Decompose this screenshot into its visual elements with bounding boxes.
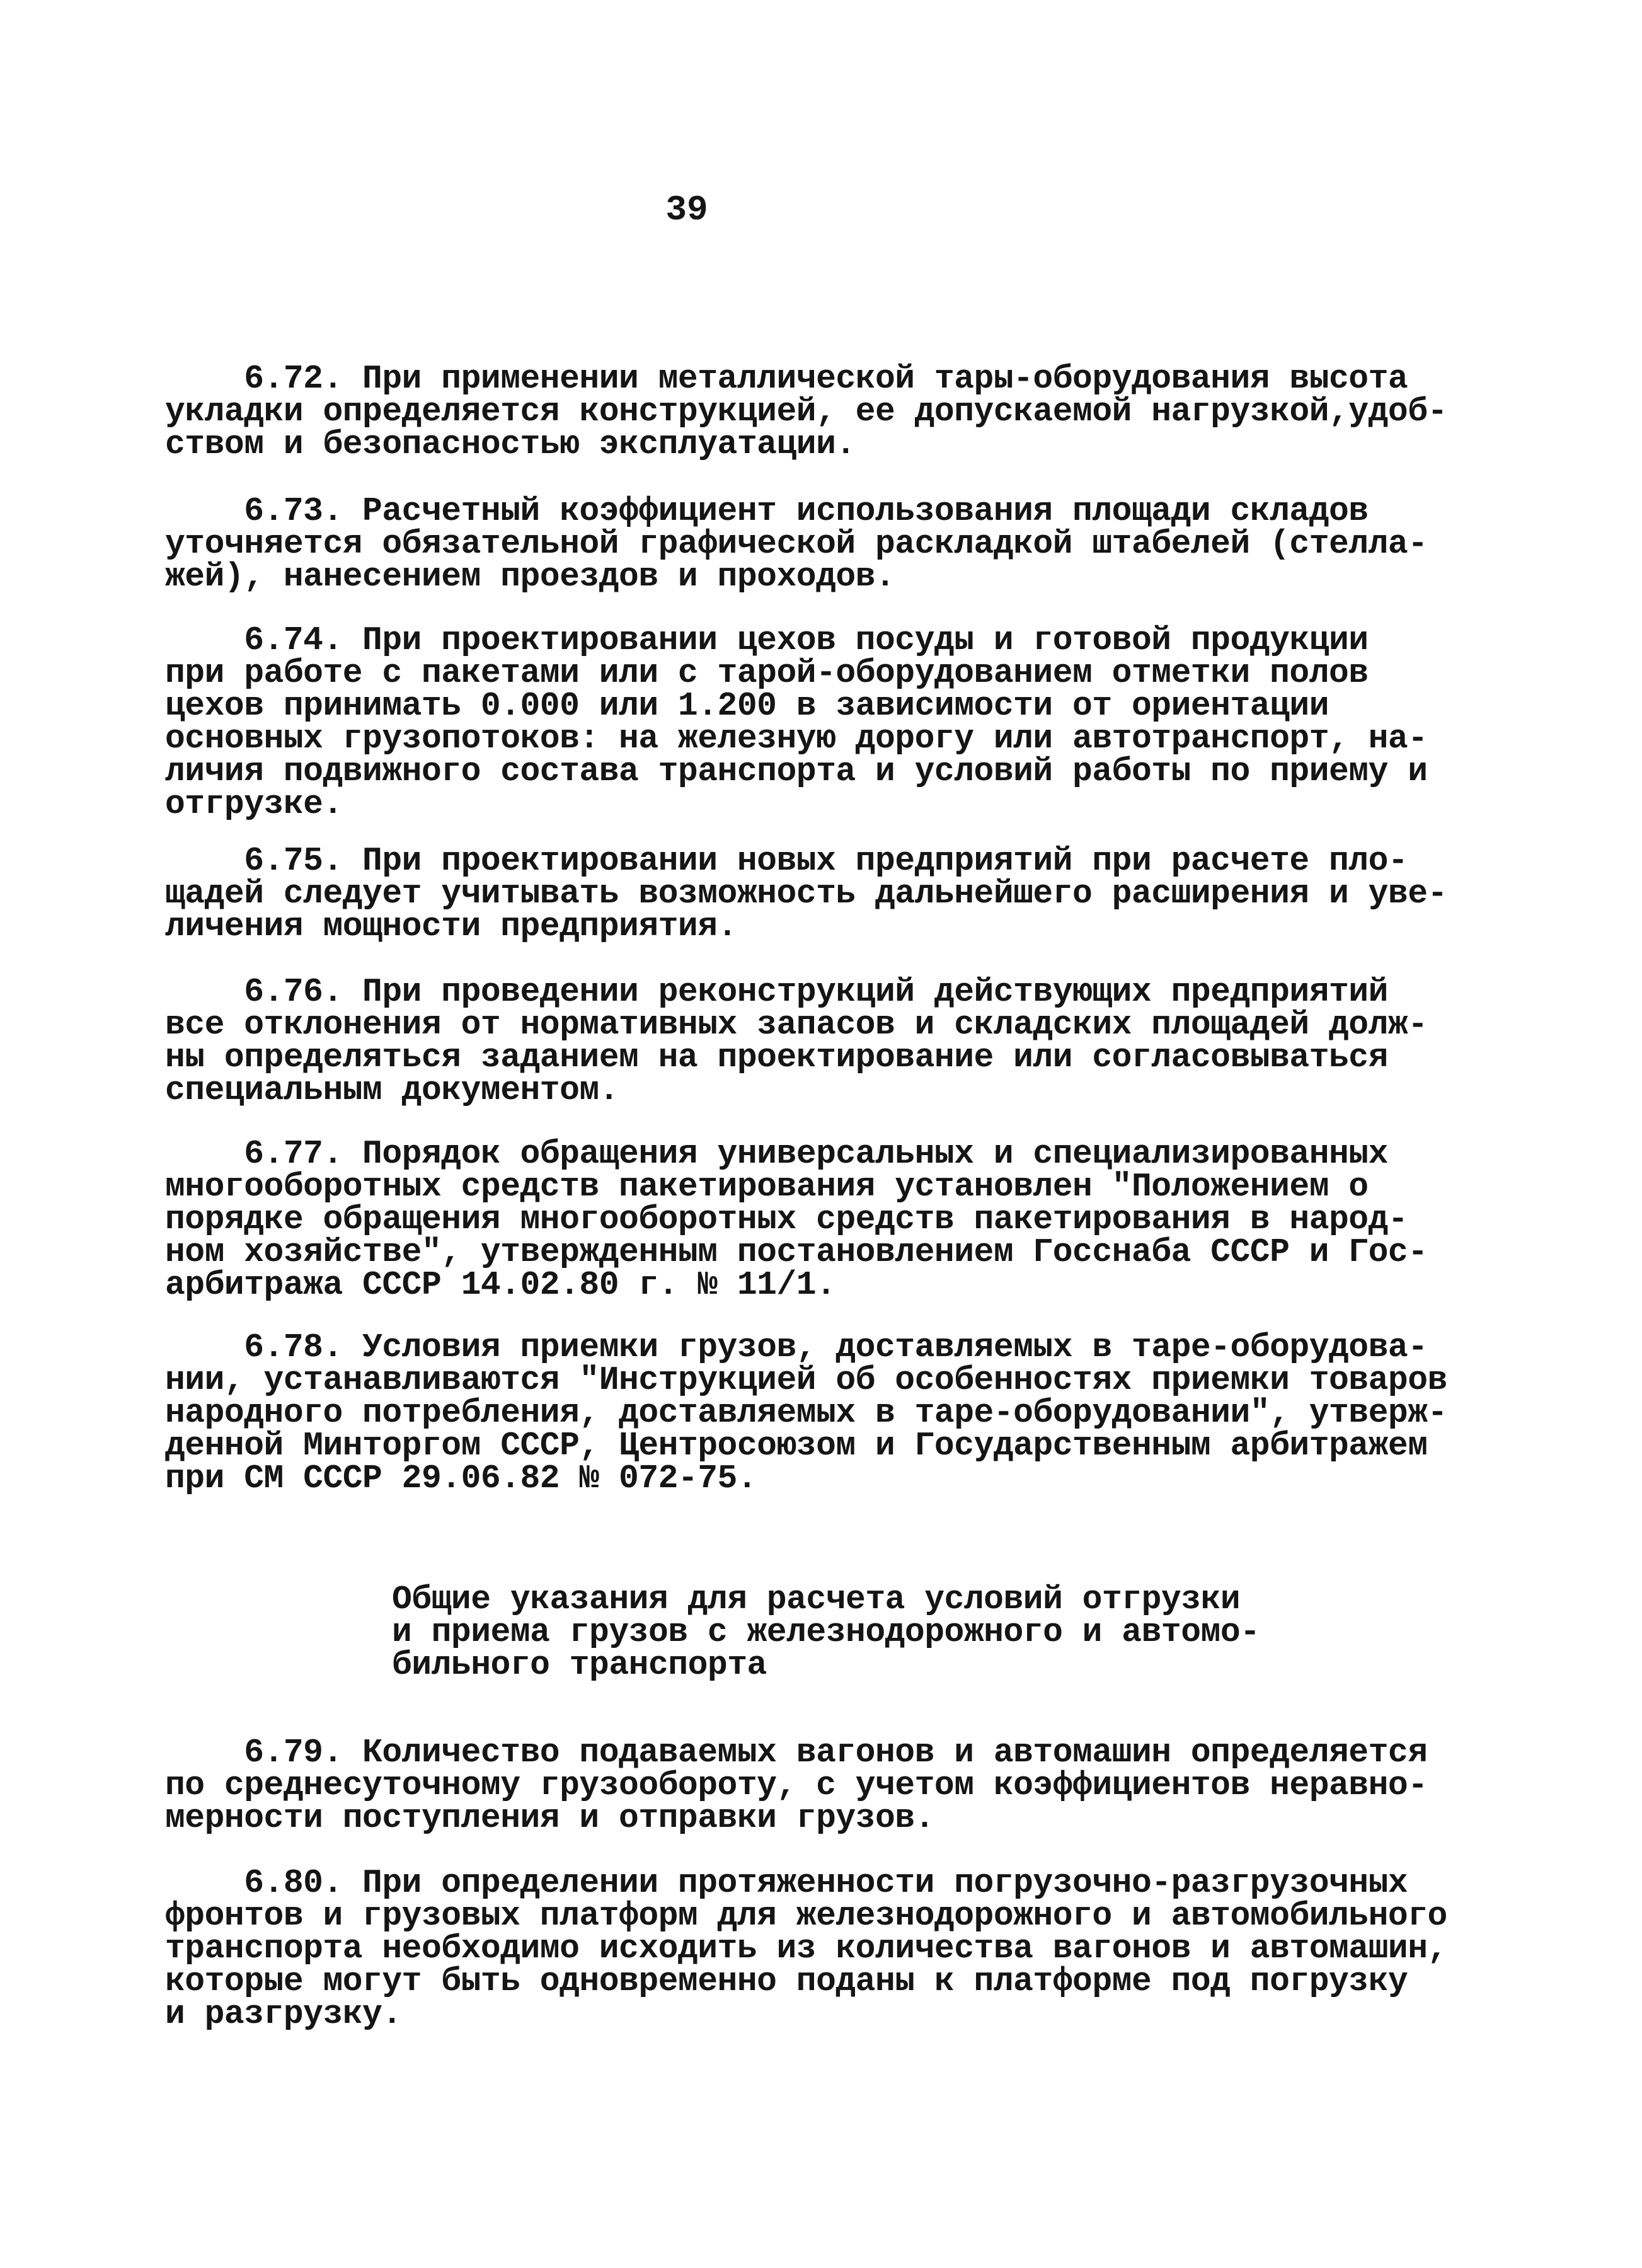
text-line: транспорта необходимо исходить из количества вагонов и автомашин,	[165, 1930, 1447, 1967]
text-line: порядке обращения многооборотных средств пакетирования в народ-	[165, 1200, 1408, 1238]
text-line: жей), нанесением проездов и проходов.	[165, 558, 895, 596]
paragraph-6-74	[165, 621, 1457, 823]
paragraph-6-75	[165, 844, 1457, 943]
page-number: 39	[665, 190, 708, 230]
text-line: ны определяться заданием на проектирование или согласовываться	[165, 1039, 1388, 1076]
text-line: 6.73. Расчетный коэффициент использования площади складов	[165, 492, 1369, 530]
text-line: ном хозяйстве", утвержденным постановлением Госснаба СССР и Гос-	[165, 1233, 1428, 1271]
text-line: по среднесуточному грузообороту, с учетом коэффициентов неравно-	[165, 1766, 1428, 1804]
text-line: при работе с пакетами или с тарой-оборудованием отметки полов	[165, 654, 1369, 692]
text-line: при СМ СССР 29.06.82 № 072-75.	[165, 1459, 757, 1497]
heading-line: бильного транспорта	[392, 1646, 767, 1684]
text-line: личия подвижного состава транспорта и условий работы по приему и	[165, 752, 1428, 790]
text-line: 6.74. При проектировании цехов посуды и готовой продукции	[165, 621, 1369, 659]
text-line: 6.78. Условия приемки грузов, доставляемых в таре-оборудова-	[165, 1328, 1428, 1366]
text-line: 6.72. При применении металлической тары-оборудования высота	[165, 360, 1408, 398]
heading-line: и приема грузов с железнодорожного и автомо-	[392, 1613, 1260, 1651]
text-line: 6.77. Порядок обращения универсальных и специализированных	[165, 1135, 1388, 1173]
text-line: 6.76. При проведении реконструкций действующих предприятий	[165, 973, 1388, 1011]
text-line: все отклонения от нормативных запасов и складских площадей долж-	[165, 1006, 1428, 1044]
text-line: народного потребления, доставляемых в таре-оборудовании", утверж-	[165, 1394, 1447, 1432]
text-line: денной Минторгом СССР, Центросоюзом и Государственным арбитражем	[165, 1427, 1428, 1465]
text-line: цехов принимать 0.000 или 1.200 в зависимости от ориентации	[165, 687, 1329, 725]
text-line: которые могут быть одновременно поданы к платформе под погрузку	[165, 1962, 1408, 2000]
heading-line: Общие указания для расчета условий отгрузки	[392, 1580, 1241, 1618]
text-line: 6.75. При проектировании новых предприятий при расчете пло-	[165, 842, 1408, 880]
paragraph-6-79	[165, 1734, 1457, 1837]
text-line: 6.79. Количество подаваемых вагонов и автомашин определяется	[165, 1734, 1428, 1771]
section-heading	[392, 1580, 1306, 1684]
text-line: арбитража СССР 14.02.80 г. № 11/1.	[165, 1266, 836, 1304]
paragraph-6-76	[165, 973, 1457, 1109]
text-line: отгрузке.	[165, 785, 343, 823]
paragraph-6-77	[165, 1135, 1457, 1304]
paragraph-6-80	[165, 1864, 1457, 2033]
text-line: щадей следует учитывать возможность дальнейшего расширения и уве-	[165, 875, 1447, 912]
text-line: 6.80. При определении протяженности погрузочно-разгрузочных	[165, 1864, 1408, 1902]
text-line: ством и безопасностью эксплуатации.	[165, 425, 856, 463]
text-line: укладки определяется конструкцией, ее допускаемой нагрузкой,удоб-	[165, 393, 1447, 430]
paragraph-6-78	[165, 1328, 1457, 1497]
paragraph-6-72	[165, 362, 1457, 461]
paragraph-6-73	[165, 492, 1457, 596]
text-line: и разгрузку.	[165, 1995, 402, 2033]
text-line: многооборотных средств пакетирования установлен "Положением о	[165, 1168, 1369, 1206]
text-line: личения мощности предприятия.	[165, 907, 737, 945]
text-line: нии, устанавливаются "Инструкцией об особенностях приемки товаров	[165, 1361, 1447, 1399]
text-line: мерности поступления и отправки грузов.	[165, 1799, 934, 1837]
text-line: уточняется обязательной графической раскладкой штабелей (стелла-	[165, 525, 1428, 563]
text-line: основных грузопотоков: на железную дорогу или автотранспорт, на-	[165, 720, 1428, 757]
text-line: фронтов и грузовых платформ для железнодорожного и автомобильного	[165, 1897, 1447, 1935]
text-line: специальным документом.	[165, 1071, 619, 1109]
